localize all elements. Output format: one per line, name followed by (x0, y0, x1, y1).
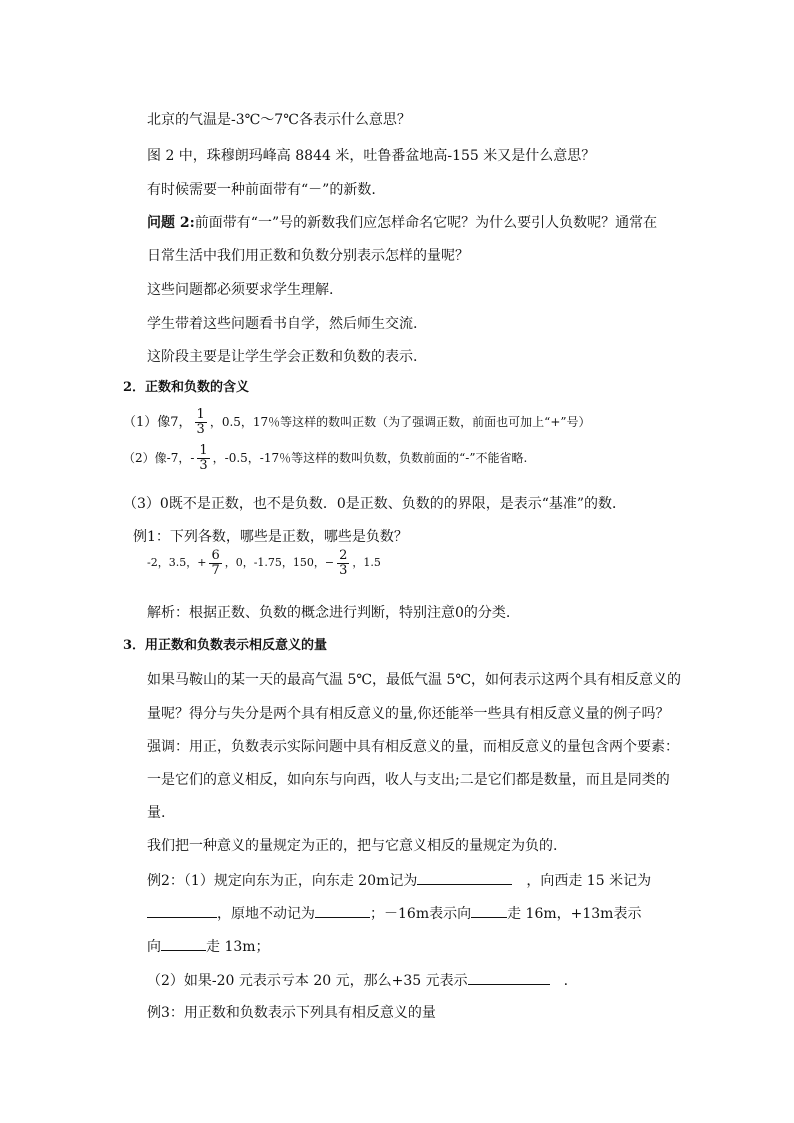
question-2-text: 前面带有“一”号的新数我们应怎样命名它呢？为什么要引人负数呢？通常在 (194, 215, 658, 231)
paragraph-self-study: 学生带着这些问题看书自学，然后师生交流. (147, 316, 418, 332)
example-2-part-a: 例2：（1）规定向东为正，向东走 20m记为 (147, 873, 418, 889)
example-2-line-1 (147, 870, 651, 891)
paragraph-stage-goal: 这阶段主要是让学生学会正数和负数的表示. (147, 349, 418, 365)
definition-zero: （3）0既不是正数，也不是负数．0是正数、负数的的界限，是表示“基准”的数． (123, 496, 627, 512)
answer-blank-east-20m[interactable] (417, 870, 512, 885)
analysis-text: 解析：根据正数、负数的概念进行判断，特别注意0的分类. (147, 605, 511, 621)
answer-blank-west-15m[interactable] (147, 903, 217, 918)
example-2-part-d: ；－16m表示向 (370, 906, 472, 922)
paragraph-beijing-temp: 北京的气温是-3℃～7℃各表示什么意思？ (147, 112, 411, 128)
answer-blank-stay[interactable] (315, 903, 370, 918)
paragraph-emphasis-1: 强调：用正，负数表示实际问题中具有相反意义的量，而相反意义的量包含两个要素： (147, 739, 679, 755)
fraction-six-sevenths: $\frac{6}{7}$ (211, 547, 220, 578)
answer-blank-direction-13m[interactable] (161, 936, 206, 951)
paragraph-emphasis-3: 量. (147, 805, 166, 821)
example-2-part-h: （2）如果-20 元表示亏本 20 元，那么+35 元表示 (147, 973, 468, 989)
fraction-two-thirds: $\frac{2}{3}$ (339, 547, 348, 578)
definition-negative-start: （2）像-7，- (123, 451, 195, 465)
example-2-part-e: 走 16m，+13m表示 (507, 906, 642, 922)
paragraph-emphasis-2: 一是它们的意义相反，如向东与向西，收人与支出;二是它们都是数量，而且是同类的 (147, 772, 670, 788)
paragraph-understand: 这些问题都必须要求学生理解. (147, 282, 334, 298)
fraction-one-third: $\frac{1}{3}$ (196, 407, 205, 437)
example-1-numbers (147, 548, 381, 578)
question-2 (147, 213, 657, 233)
answer-blank-direction-16m[interactable] (471, 903, 507, 918)
example-3-title: 例3：用正数和负数表示下列具有相反意义的量 (147, 1005, 436, 1021)
example-1-part-a: -2，3.5，+ (147, 556, 207, 569)
definition-negative-rest: ，-0.5，-17％等这样的数叫负数，负数前面的“-”不能省略. (212, 451, 528, 465)
section-heading-2: 2．正数和负数的含义 (123, 380, 250, 395)
question-2-continued: 日常生活中我们用正数和负数分别表示怎样的量呢？ (147, 248, 469, 264)
example-1-title: 例1：下列各数，哪些是正数，哪些是负数？ (133, 529, 408, 545)
example-2-line-4 (147, 970, 568, 991)
example-2-part-c: ，原地不动记为 (217, 906, 315, 922)
example-2-part-g: 走 13m； (206, 939, 270, 955)
fraction-neg-one-third: $\frac{1}{3}$ (199, 443, 208, 473)
example-2-part-i: . (563, 973, 569, 989)
example-1-part-b: ，0，-1.75，150，− (224, 556, 335, 569)
paragraph-everest: 图 2 中，珠穆朗玛峰高 8844 米，吐鲁番盆地高-155 米又是什么意思？ (147, 148, 596, 164)
definition-positive-rest: ，0.5，17％等这样的数叫正数（为了强调正数，前面也可加上“+”号） (209, 415, 591, 429)
answer-blank-plus-35[interactable] (468, 970, 550, 985)
example-1-part-c: ，1.5 (352, 556, 381, 569)
example-2-line-3 (147, 936, 270, 957)
example-2-line-2 (147, 903, 641, 924)
paragraph-maanshan-2: 量呢？得分与失分是两个具有相反意义的量,你还能举一些具有相反意义量的例子吗？ (147, 706, 670, 722)
example-2-part-f: 向 (147, 939, 161, 955)
definition-positive (123, 407, 591, 438)
definition-negative (123, 443, 527, 473)
definition-positive-start: （1）像7， (123, 415, 192, 430)
paragraph-maanshan-1: 如果马鞍山的某一天的最高气温 5℃，最低气温 5℃，如何表示这两个具有相反意义的 (147, 672, 682, 688)
paragraph-sign-convention: 我们把一种意义的量规定为正的，把与它意义相反的量规定为负的. (147, 838, 558, 854)
example-2-part-b: ，向西走 15 米记为 (526, 873, 652, 889)
paragraph-new-number: 有时候需要一种前面带有“－”的新数. (147, 182, 376, 198)
section-heading-3: 3．用正数和负数表示相反意义的量 (123, 638, 328, 653)
question-2-label: 问题 2: (147, 215, 195, 231)
